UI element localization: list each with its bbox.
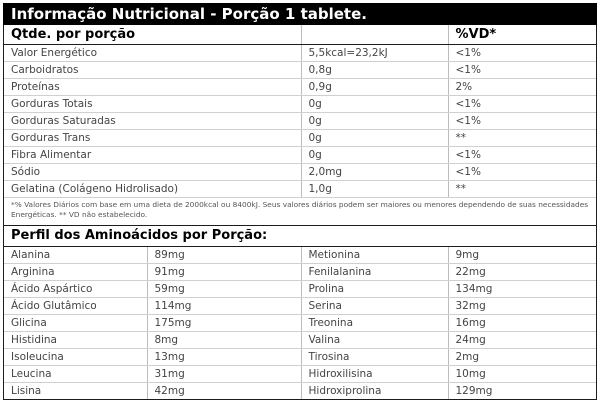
nutrient-amount: 1,0g xyxy=(301,181,448,198)
amino-value: 89mg xyxy=(147,247,301,264)
nutrient-amount: 0,9g xyxy=(301,79,448,96)
amino-name: Fenilalanina xyxy=(301,264,448,281)
nutrient-vd: <1% xyxy=(448,62,596,79)
nutrient-name: Valor Energético xyxy=(4,45,301,62)
amino-table xyxy=(4,247,596,399)
amino-name: Leucina xyxy=(4,366,147,383)
amino-name: Arginina xyxy=(4,264,147,281)
nutrient-name: Gorduras Saturadas xyxy=(4,113,301,130)
amino-row xyxy=(4,366,596,383)
amino-value: 22mg xyxy=(448,264,596,281)
nutrient-vd: <1% xyxy=(448,45,596,62)
amino-value: 114mg xyxy=(147,298,301,315)
amino-value: 2mg xyxy=(448,349,596,366)
amino-row xyxy=(4,264,596,281)
amino-name: Isoleucina xyxy=(4,349,147,366)
amino-name: Metionina xyxy=(301,247,448,264)
nutrient-vd: <1% xyxy=(448,96,596,113)
amino-name: Prolina xyxy=(301,281,448,298)
nutrient-vd: ** xyxy=(448,181,596,198)
amino-name: Hidroxiprolina xyxy=(301,383,448,400)
amino-value: 9mg xyxy=(448,247,596,264)
nutrient-vd: ** xyxy=(448,130,596,147)
header-serving-label: Qtde. por porção xyxy=(4,25,301,45)
nutrient-name: Sódio xyxy=(4,164,301,181)
nutrition-row xyxy=(4,147,596,164)
nutrition-row xyxy=(4,181,596,198)
nutrition-table xyxy=(4,25,596,198)
header-vd: %VD* xyxy=(448,25,596,45)
nutrient-amount: 2,0mg xyxy=(301,164,448,181)
nutrient-name: Gelatina (Colágeno Hidrolisado) xyxy=(4,181,301,198)
amino-row xyxy=(4,315,596,332)
amino-name: Alanina xyxy=(4,247,147,264)
nutrient-amount: 0g xyxy=(301,113,448,130)
nutrition-header-row xyxy=(4,25,596,45)
amino-row xyxy=(4,298,596,315)
nutrient-name: Proteínas xyxy=(4,79,301,96)
nutrient-vd: <1% xyxy=(448,147,596,164)
nutrient-amount: 0g xyxy=(301,96,448,113)
nutrition-row xyxy=(4,164,596,181)
nutrition-row xyxy=(4,79,596,96)
nutrient-amount: 5,5kcal=23,2kJ xyxy=(301,45,448,62)
amino-value: 32mg xyxy=(448,298,596,315)
amino-name: Ácido Aspártico xyxy=(4,281,147,298)
nutrition-row xyxy=(4,130,596,147)
amino-name: Tirosina xyxy=(301,349,448,366)
amino-value: 13mg xyxy=(147,349,301,366)
amino-value: 134mg xyxy=(448,281,596,298)
amino-row xyxy=(4,247,596,264)
nutrition-row xyxy=(4,45,596,62)
amino-row xyxy=(4,383,596,400)
amino-value: 24mg xyxy=(448,332,596,349)
nutrient-vd: <1% xyxy=(448,113,596,130)
amino-value: 10mg xyxy=(448,366,596,383)
amino-name: Ácido Glutâmico xyxy=(4,298,147,315)
header-amount xyxy=(301,25,448,45)
amino-row xyxy=(4,332,596,349)
nutrient-amount: 0g xyxy=(301,147,448,164)
amino-name: Serina xyxy=(301,298,448,315)
nutrition-frame xyxy=(3,25,597,400)
amino-row xyxy=(4,349,596,366)
amino-row xyxy=(4,281,596,298)
amino-value: 59mg xyxy=(147,281,301,298)
amino-value: 129mg xyxy=(455,385,493,397)
amino-name: Valina xyxy=(301,332,448,349)
amino-value: 31mg xyxy=(147,366,301,383)
nutrition-title: Informação Nutricional - Porção 1 tablete. xyxy=(3,3,597,25)
amino-name: Glicina xyxy=(4,315,147,332)
footnote: *% Valores Diários com base em uma dieta de 2000kcal ou 8400kJ. Seus valores diários podem ser maiores ou menores dependendo de suas necessidades Energéticas. ** VD não estabelecido. xyxy=(4,198,596,226)
amino-value: 16mg xyxy=(448,315,596,332)
amino-name: Treonina xyxy=(301,315,448,332)
nutrient-name: Gorduras Trans xyxy=(4,130,301,147)
nutrient-name: Carboidratos xyxy=(4,62,301,79)
amino-name: Hidroxilisina xyxy=(301,366,448,383)
nutrition-row xyxy=(4,62,596,79)
amino-value: 42mg xyxy=(147,383,301,400)
amino-name: Lisina xyxy=(4,383,147,400)
nutrient-name: Gorduras Totais xyxy=(4,96,301,113)
amino-value: 91mg xyxy=(147,264,301,281)
amino-title: Perfil dos Aminoácidos por Porção: xyxy=(4,226,596,247)
nutrition-row xyxy=(4,96,596,113)
nutrient-vd: <1% xyxy=(448,164,596,181)
amino-value: 175mg xyxy=(147,315,301,332)
nutrition-label xyxy=(3,3,597,400)
nutrition-row xyxy=(4,113,596,130)
nutrient-amount: 0,8g xyxy=(301,62,448,79)
nutrient-amount: 0g xyxy=(301,130,448,147)
amino-value: 8mg xyxy=(147,332,301,349)
nutrient-vd: 2% xyxy=(448,79,596,96)
nutrient-name: Fibra Alimentar xyxy=(4,147,301,164)
amino-name: Histidina xyxy=(4,332,147,349)
